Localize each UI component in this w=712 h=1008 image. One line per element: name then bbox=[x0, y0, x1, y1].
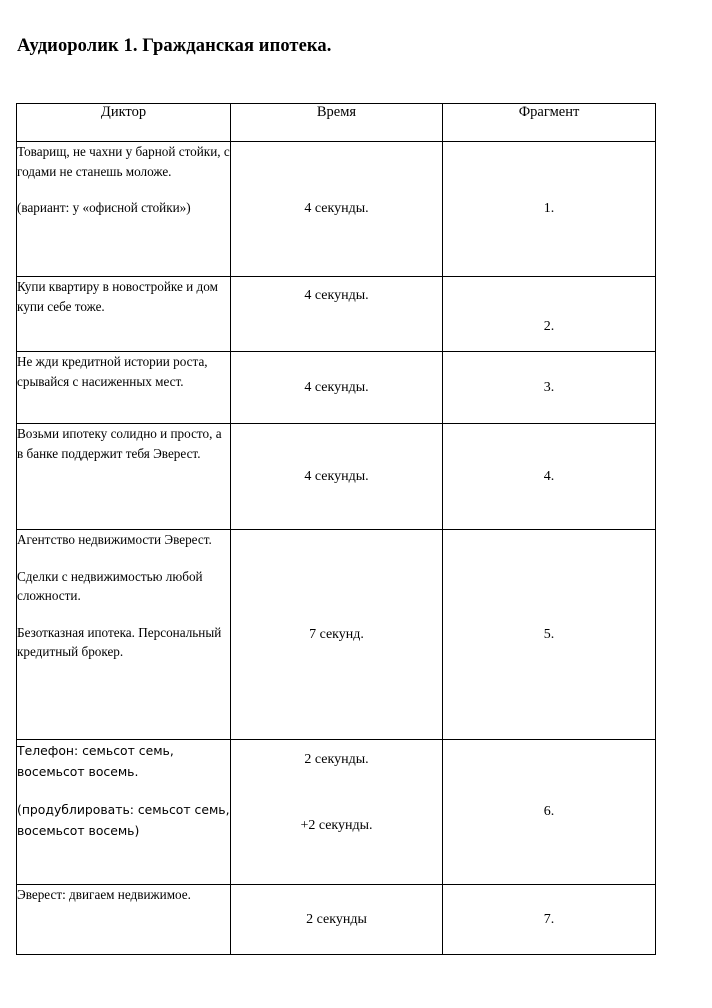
time-additional: +2 секунды. bbox=[300, 818, 373, 833]
speaker-paragraph: Купи квартиру в новостройке и дом купи себе тоже. bbox=[17, 279, 218, 314]
speaker-paragraph: Агентство недвижимости Эверест. bbox=[17, 532, 212, 547]
time-cell: 4 секунды. bbox=[231, 142, 443, 277]
time-cell: 4 секунды. bbox=[231, 277, 443, 352]
speaker-paragraph: Возьми ипотеку солидно и просто, а в банке поддержит тебя Эверест. bbox=[17, 426, 222, 461]
speaker-cell bbox=[17, 885, 231, 955]
column-header-fragment: Фрагмент bbox=[443, 104, 656, 142]
speaker-cell bbox=[17, 740, 231, 885]
table-row bbox=[17, 352, 656, 424]
speaker-cell bbox=[17, 142, 231, 277]
page-title: Аудиоролик 1. Гражданская ипотека. bbox=[17, 36, 332, 56]
speaker-cell bbox=[17, 277, 231, 352]
fragment-cell: 5. bbox=[443, 530, 656, 740]
fragment-cell: 2. bbox=[443, 277, 656, 352]
column-header-speaker: Диктор bbox=[17, 104, 231, 142]
time-cell: 4 секунды. bbox=[231, 352, 443, 424]
speaker-cell bbox=[17, 424, 231, 530]
fragment-cell: 1. bbox=[443, 142, 656, 277]
table-header-row bbox=[17, 104, 656, 142]
audio-script-table bbox=[16, 103, 656, 955]
table-row bbox=[17, 277, 656, 352]
speaker-paragraph: Эверест: двигаем недвижимое. bbox=[17, 887, 191, 902]
speaker-paragraph: (продублировать: семьсот семь, восемьсот восемь) bbox=[17, 802, 230, 838]
time-cell: 7 секунд. bbox=[231, 530, 443, 740]
time-cell: 4 секунды. bbox=[231, 424, 443, 530]
speaker-paragraph: Не жди кредитной истории роста, срывайся с насиженных мест. bbox=[17, 354, 208, 389]
speaker-cell bbox=[17, 530, 231, 740]
speaker-paragraph: Товарищ, не чахни у барной стойки, с годами не станешь моложе. bbox=[17, 144, 230, 179]
time-cell: 2 секунды bbox=[231, 885, 443, 955]
speaker-paragraph: (вариант: у «офисной стойки») bbox=[17, 200, 191, 215]
speaker-paragraph: Телефон: семьсот семь, восемьсот восемь. bbox=[17, 743, 174, 779]
fragment-cell: 7. bbox=[443, 885, 656, 955]
table-row bbox=[17, 885, 656, 955]
fragment-cell: 4. bbox=[443, 424, 656, 530]
column-header-time: Время bbox=[231, 104, 443, 142]
fragment-cell: 3. bbox=[443, 352, 656, 424]
speaker-paragraph: Сделки с недвижимостью любой сложности. bbox=[17, 568, 203, 603]
table-row bbox=[17, 740, 656, 885]
time-primary: 2 секунды. bbox=[304, 752, 369, 767]
table-row bbox=[17, 424, 656, 530]
fragment-cell: 6. bbox=[443, 740, 656, 885]
time-cell bbox=[231, 740, 443, 885]
speaker-cell bbox=[17, 352, 231, 424]
speaker-paragraph: Безотказная ипотека. Персональный кредитный брокер. bbox=[17, 624, 222, 659]
table-row bbox=[17, 530, 656, 740]
table-row bbox=[17, 142, 656, 277]
